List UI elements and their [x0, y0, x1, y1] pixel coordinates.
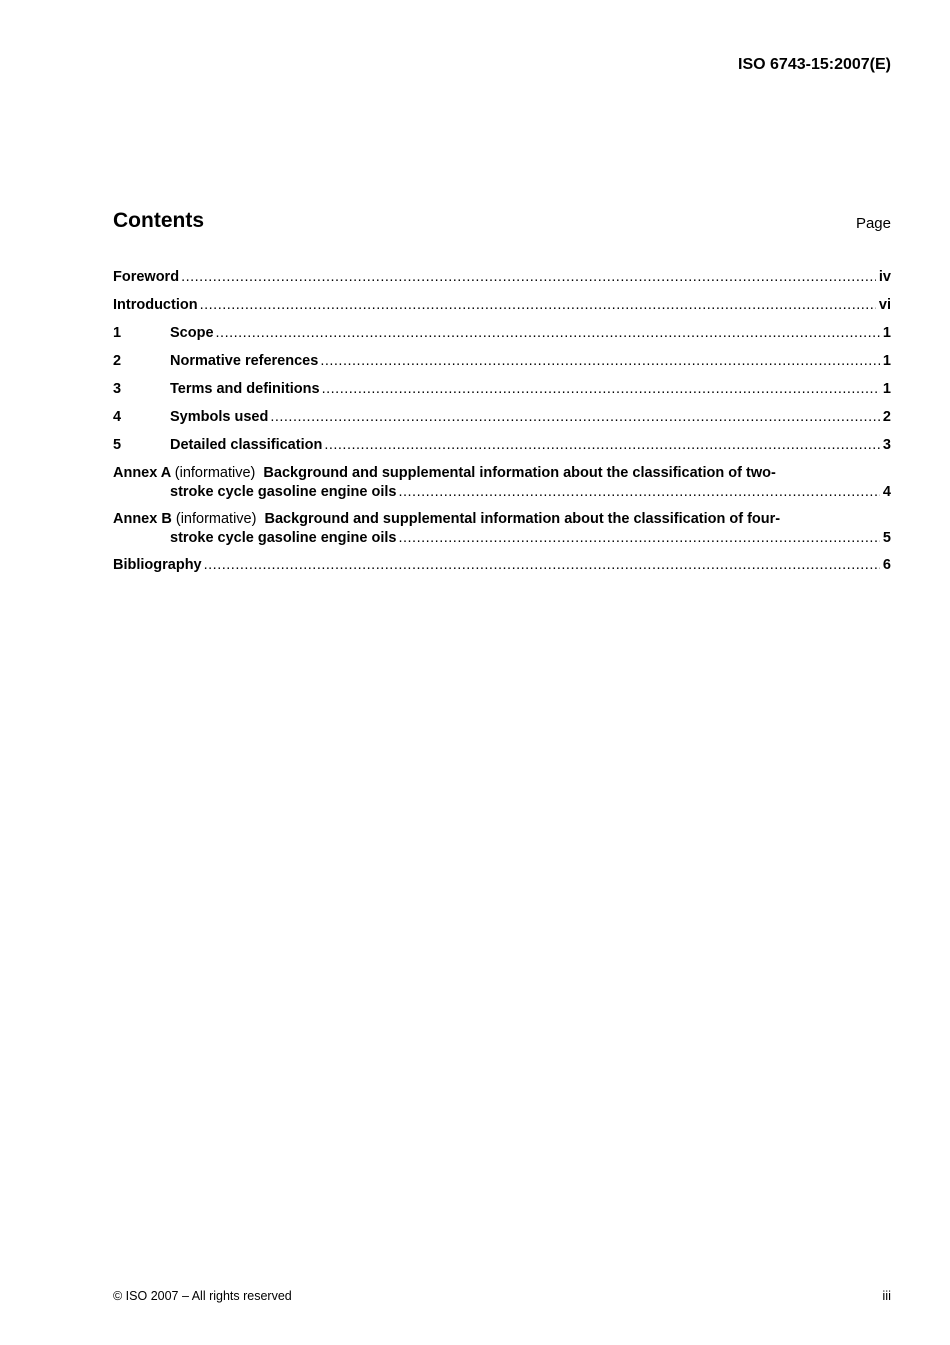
toc-entry-annex-a[interactable]	[113, 464, 891, 502]
toc-entry-label: Introduction	[113, 297, 198, 313]
toc-entry-label: Terms and definitions	[170, 381, 320, 397]
dot-leader	[398, 483, 879, 502]
toc-entry-page: 2	[882, 409, 891, 425]
copyright-notice: © ISO 2007 – All rights reserved	[113, 1289, 292, 1303]
annex-name: Annex B	[113, 511, 172, 527]
table-of-contents	[113, 268, 891, 584]
toc-entry-label: Scope	[170, 325, 214, 341]
toc-entry-number: 1	[113, 325, 122, 341]
toc-entry-page: 4	[882, 484, 891, 500]
page-number: iii	[882, 1288, 891, 1303]
toc-entry-page: 1	[882, 353, 891, 369]
toc-entry-page: vi	[878, 297, 891, 313]
toc-entry-label: Normative references	[170, 353, 319, 369]
toc-entry-number: 4	[113, 409, 122, 425]
toc-entry-detailed-classification[interactable]	[113, 436, 891, 455]
toc-entry-introduction[interactable]	[113, 296, 891, 315]
annex-type: (informative)	[174, 465, 256, 481]
toc-entry-symbols-used[interactable]	[113, 408, 891, 427]
toc-entry-scope[interactable]	[113, 324, 891, 343]
dot-leader	[181, 268, 876, 287]
dot-leader	[398, 529, 879, 548]
toc-entry-terms-and-definitions[interactable]	[113, 380, 891, 399]
toc-entry-page: 3	[882, 437, 891, 453]
toc-entry-page: 5	[882, 530, 891, 546]
annex-title-line1: Background and supplemental information about the classification of two-	[263, 465, 776, 481]
annex-type: (informative)	[175, 511, 257, 527]
dot-leader	[200, 296, 876, 315]
toc-entry-bibliography[interactable]	[113, 556, 891, 575]
contents-title: Contents	[113, 209, 204, 232]
annex-title-line1: Background and supplemental information about the classification of four-	[264, 511, 781, 527]
toc-entry-label: Symbols used	[170, 409, 269, 425]
annex-name: Annex A	[113, 465, 171, 481]
toc-entry-annex-b[interactable]	[113, 510, 891, 548]
dot-leader	[216, 324, 880, 343]
dot-leader	[204, 556, 880, 575]
toc-entry-number: 3	[113, 381, 122, 397]
toc-entry-label: Detailed classification	[170, 437, 323, 453]
annex-title-line2: stroke cycle gasoline engine oils	[170, 530, 397, 546]
document-reference: ISO 6743-15:2007(E)	[738, 56, 891, 73]
annex-title-line2: stroke cycle gasoline engine oils	[170, 484, 397, 500]
dot-leader	[322, 380, 880, 399]
toc-entry-page: 6	[882, 557, 891, 573]
toc-entry-label: Bibliography	[113, 557, 202, 573]
toc-entry-normative-references[interactable]	[113, 352, 891, 371]
toc-entry-number: 5	[113, 437, 122, 453]
page-column-heading: Page	[855, 215, 891, 232]
toc-entry-label: Foreword	[113, 269, 180, 285]
dot-leader	[324, 436, 880, 455]
toc-entry-page: 1	[882, 325, 891, 341]
dot-leader	[320, 352, 880, 371]
dot-leader	[270, 408, 880, 427]
toc-entry-page: 1	[882, 381, 891, 397]
toc-entry-page: iv	[878, 269, 891, 285]
toc-entry-number: 2	[113, 353, 122, 369]
toc-entry-foreword[interactable]	[113, 268, 891, 287]
